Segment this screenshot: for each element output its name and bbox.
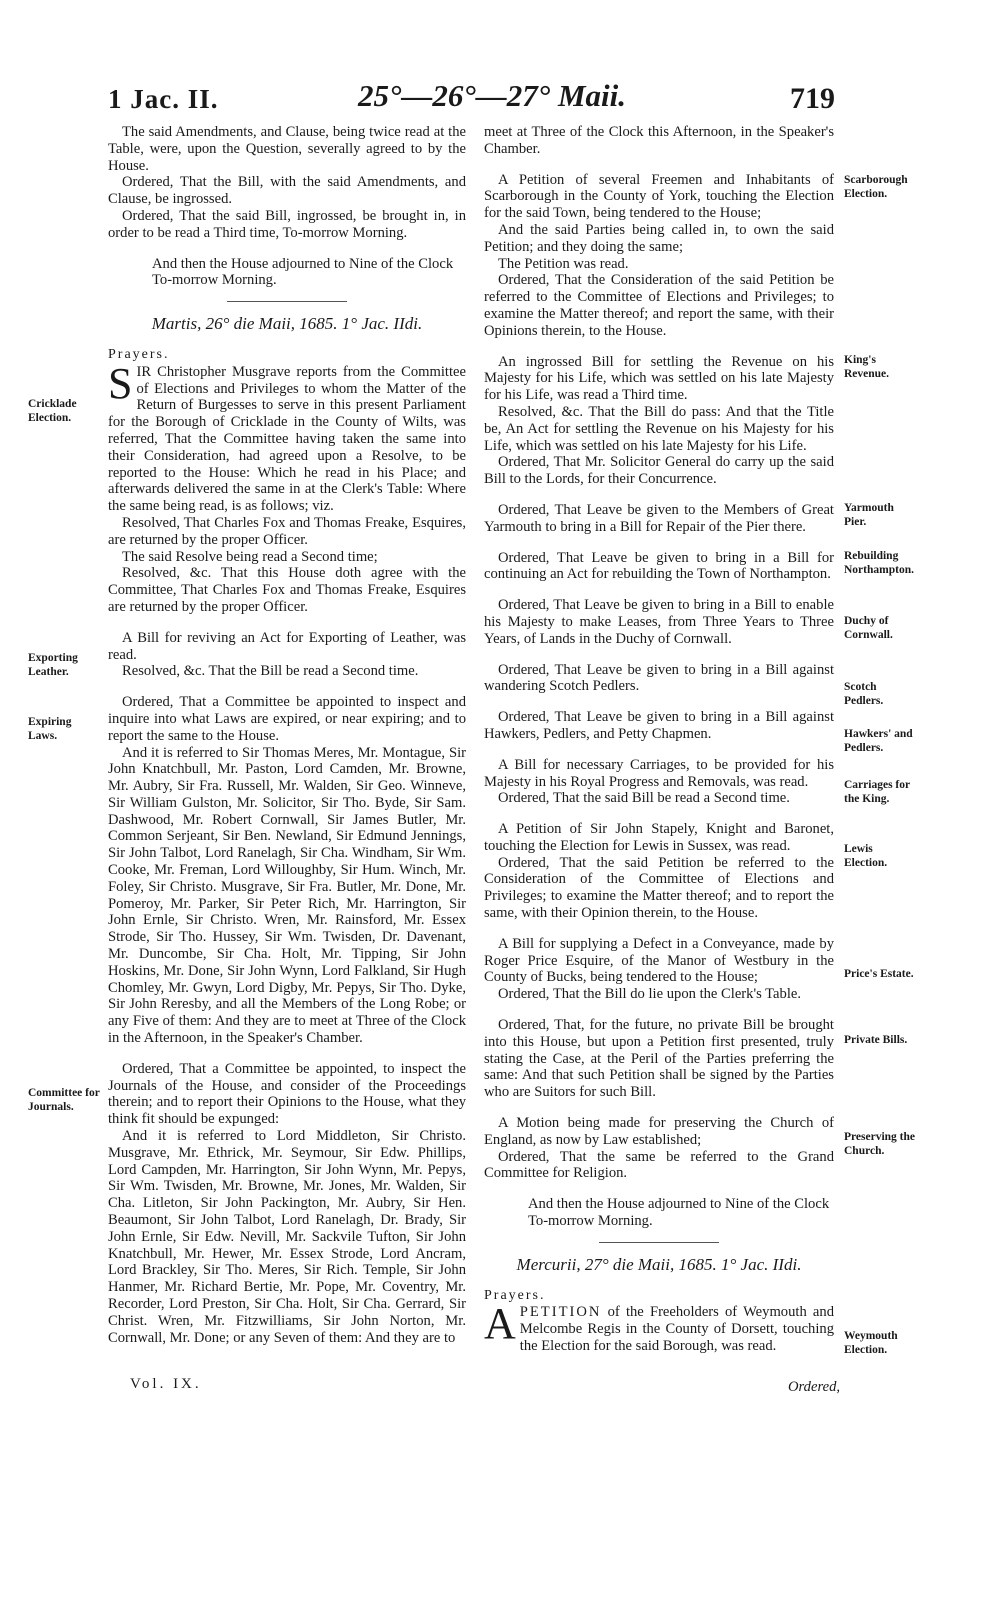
paragraph: Ordered, That the Consideration of the said Petition be referred to the Committee of Elections and Privileges; to examine the Matter thereof; and report the same, with their Opinions therein, to the House. bbox=[484, 272, 834, 339]
prayers-heading: Prayers. bbox=[108, 346, 170, 362]
prayers-heading: Prayers. bbox=[484, 1287, 546, 1303]
sitting-date: Mercurii, 27° die Maii, 1685. 1° Jac. IIdi. bbox=[516, 1254, 802, 1274]
paragraph: Ordered, That Leave be given to the Members of Great Yarmouth to bring in a Bill for Repair of the Pier there. bbox=[484, 501, 834, 535]
paragraph: Ordered, That the Bill do lie upon the Clerk's Table. bbox=[498, 986, 802, 1003]
paragraph: meet at Three of the Clock this Afternoon, in the Speaker's Chamber. bbox=[484, 124, 834, 157]
section-rule bbox=[227, 301, 347, 302]
paragraph: Resolved, &c. That the Bill be read a Second time. bbox=[122, 663, 419, 680]
paragraph: Ordered, That a Committee be appointed to inspect and inquire into what Laws are expired, or near expiring; and to report the same to the House. bbox=[108, 694, 466, 744]
margin-note: Committee for Journals. bbox=[28, 1087, 100, 1113]
margin-note: Private Bills. bbox=[844, 1034, 908, 1046]
paragraph: Ordered, That, for the future, no private Bill be brought into this House, but upon a Petition first presented, truly stating the Case, at the Peril of the Parties preferring the same: And that such Petition shall be signed by the Parties who are Suitors for such Bill. bbox=[484, 1017, 834, 1101]
report-paragraph: SIR Christopher Musgrave reports from the Committee of Elections and Privileges to whom the Matter of the Return of Burgesses to serve in this present Parliament for the Borough of Cricklade in the County of Wilts, was referred, That the Committee having taken the same into their Consideration, had agreed upon a Resolve, to be reported to the House: Which he read in his Place; and afterwards delivered the same in at the Clerk's Table: Where the same being read, is as follows; viz. bbox=[108, 358, 466, 515]
paragraph: Ordered, That Leave be given to bring in a Bill to enable his Majesty to make Leases, from Three Years to Three Years, of Lands in the Duchy of Cornwall. bbox=[484, 597, 834, 647]
margin-note: Scarborough Election. bbox=[844, 174, 908, 200]
left-column bbox=[108, 124, 466, 1346]
paragraph: And it is referred to Lord Middleton, Sir Christo. Musgrave, Mr. Ethrick, Mr. Seymour, Sir Edw. Phillips, Lord Campden, Mr. Harrington, Sir John Wynn, Mr. Pepys, Sir Wm. Twisden, Mr. Browne, Mr. Jones, Mr. Walden, Sir Cha. Litleton, Sir John Packington, Mr. Aubry, Sir Hen. Beaumont, Sir John Talbot, Lord Ranelagh, Dr. Brady, Sir John Ernle, Sir Edw. Nevill, Mr. Sackvile Tufton, Sir John Knatchbull, Mr. Hewer, Mr. Essex Strode, Lord Ancram, Lord Brackley, Sir Tho. Meres, Sir Rich. Temple, Sir John Hanmer, Mr. Richard Bertie, Mr. Pope, Mr. Coventry, Mr. Recorder, Lord Preston, Sir Cha. Holt, Sir Cha. Gerrard, Sir Christ. Wren, Mr. Fitzwilliams, Sir John Norton, Mr. Cornwall, Mr. Done; or any Seven of them: And they are to bbox=[108, 1128, 466, 1346]
margin-note: Scotch Pedlers. bbox=[844, 681, 884, 707]
margin-note: Yarmouth Pier. bbox=[844, 502, 894, 528]
adjournment: And then the House adjourned to Nine of the Clock To-morrow Morning. bbox=[528, 1196, 830, 1230]
margin-note: Cricklade Election. bbox=[28, 398, 77, 424]
volume-signature: Vol. IX. bbox=[130, 1376, 202, 1392]
paragraph: A Petition of Sir John Stapely, Knight and Baronet, touching the Election for Lewis in Sussex, was read. bbox=[484, 821, 834, 854]
page-header bbox=[0, 78, 992, 118]
paragraph: The said Resolve being read a Second time; bbox=[122, 548, 378, 565]
page-number: 719 bbox=[790, 82, 835, 115]
paragraph: Resolved, &c. That the Bill do pass: And that the Title be, An Act for settling the Revenue on his Majesty for his Life, which was settled on his late Majesty for his Life. bbox=[484, 403, 834, 454]
margin-note: Expiring Laws. bbox=[28, 716, 72, 742]
paragraph: A Petition of several Freemen and Inhabitants of Scarborough in the County of York, touching the Election for the said Town, being tendered to the House; bbox=[484, 171, 834, 222]
paragraph: Ordered, That Leave be given to bring in a Bill against wandering Scotch Pedlers. bbox=[484, 661, 834, 695]
paragraph: An ingrossed Bill for settling the Revenue on his Majesty for his Life, which was settled on his late Majesty for his Life, was read a Third time. bbox=[484, 353, 834, 404]
margin-note: King's Revenue. bbox=[844, 354, 890, 380]
paragraph: Ordered, That the said Petition be referred to the Consideration of the Committee of Elections and Privileges; to examine the Matter thereof; and to report the same, with their Opinion therein, to the House. bbox=[484, 854, 834, 922]
paragraph: Ordered, That Mr. Solicitor General do carry up the said Bill to the Lords, for their Concurrence. bbox=[484, 454, 834, 488]
margin-note: Rebuilding Northampton. bbox=[844, 550, 914, 576]
margin-note: Price's Estate. bbox=[844, 968, 914, 980]
paragraph: A Bill for supplying a Defect in a Conveyance, made by Roger Price Esquire, of the Manor of Westbury in the County of Bucks, being tendered to the House; bbox=[484, 935, 834, 986]
petition-paragraph: APETITION of the Freeholders of Weymouth and Melcombe Regis in the County of Dorsett, touching the Election for the said Borough, was read. bbox=[484, 1299, 834, 1355]
margin-note: Duchy of Cornwall. bbox=[844, 615, 893, 641]
margin-note: Lewis Election. bbox=[844, 843, 888, 869]
paragraph: A Bill for necessary Carriages, to be provided for his Majesty in his Royal Progress and Removals, was read. bbox=[484, 756, 834, 790]
header-dates: 25°—26°—27° Maii. bbox=[358, 78, 626, 113]
paragraph: Ordered, That the same be referred to the Grand Committee for Religion. bbox=[484, 1148, 834, 1182]
paragraph: And the said Parties being called in, to own the said Petition; and they doing the same; bbox=[484, 221, 834, 255]
margin-note: Exporting Leather. bbox=[28, 652, 78, 678]
right-column bbox=[484, 124, 834, 1355]
section-rule bbox=[599, 1242, 719, 1243]
paragraph: A Bill for reviving an Act for Exporting of Leather, was read. bbox=[108, 629, 466, 663]
paragraph: A Motion being made for preserving the Church of England, as now by Law established; bbox=[484, 1115, 834, 1148]
paragraph: And it is referred to Sir Thomas Meres, Mr. Montague, Sir John Knatchbull, Mr. Paston, Lord Camden, Mr. Browne, Mr. Aubry, Sir Fra. Russell, Mr. Walden, Sir Geo. Winneve, Sir William Gulston, Mr. Solicitor, Sir Tho. Byde, Sir Sam. Dashwood, Mr. Robert Cornwall, Sir James Butler, Mr. Common Serjeant, Sir Ben. Newland, Sir Edmund Jennings, Sir John Talbot, Lord Ranelagh, Sir Cha. Windham, Sir Wm. Cooke, Mr. Freman, Lord Willoughby, Sir Hum. Winch, Mr. Foley, Sir Christo. Musgrave, Sir Fra. Butler, Mr. Done, Mr. Pomeroy, Mr. Parker, Sir Peter Rich, Mr. Harrington, Sir John Ernle, Sir Christo. Wren, Mr. Rainsford, Mr. Essex Strode, Sir Tho. Hussey, Sir Wm. Twisden, Dr. Davenant, Mr. Duncombe, Sir Cha. Holt, Mr. Tipping, Sir John Hoskins, Mr. Done, Sir John Wynn, Lord Falkland, Sir Hugh Chomley, Mr. Gwyn, Lord Digby, Mr. Pepys, Sir Tho. Dyke, Sir John Reresby, and all the Members of the Long Robe; or any Five of them: And they are to meet at Three of the Clock in the Afternoon, in the Speaker's Chamber. bbox=[108, 744, 466, 1047]
paragraph: Ordered, That Leave be given to bring in a Bill against Hawkers, Pedlers, and Petty Chapmen. bbox=[484, 709, 834, 742]
adjournment: And then the House adjourned to Nine of the Clock To-morrow Morning. bbox=[152, 255, 454, 289]
paragraph: Resolved, That Charles Fox and Thomas Freake, Esquires, are returned by the proper Officer. bbox=[108, 514, 466, 548]
drop-cap: S bbox=[108, 358, 133, 408]
regnal-year: 1 Jac. II. bbox=[108, 84, 219, 114]
margin-note: Hawkers' and Pedlers. bbox=[844, 728, 913, 754]
paragraph: Resolved, &c. That this House doth agree with the Committee, That Charles Fox and Thomas Freake, Esquires are returned by the proper Officer. bbox=[108, 565, 466, 615]
margin-note: Preserving the Church. bbox=[844, 1131, 916, 1157]
paragraph: The Petition was read. bbox=[498, 255, 629, 272]
margin-note: Carriages for the King. bbox=[844, 779, 910, 805]
paragraph: Ordered, That a Committee be appointed, to inspect the Journals of the House, and consider of the Proceedings therein; and to report their Opinions to the House, what they think fit should be expunged: bbox=[108, 1060, 466, 1128]
paragraph: The said Amendments, and Clause, being twice read at the Table, were, upon the Question, severally agreed to by the House. bbox=[108, 124, 466, 174]
catchword: Ordered, bbox=[788, 1379, 841, 1395]
paragraph: Ordered, That the said Bill be read a Second time. bbox=[498, 790, 790, 807]
drop-cap: A bbox=[484, 1299, 516, 1349]
sitting-date: Martis, 26° die Maii, 1685. 1° Jac. IIdi. bbox=[151, 314, 423, 334]
paragraph: Ordered, That the said Bill, ingrossed, be brought in, in order to be read a Third time, To-morrow Morning. bbox=[108, 207, 466, 241]
paragraph: Ordered, That the Bill, with the said Amendments, and Clause, be ingrossed. bbox=[108, 174, 466, 208]
paragraph: Ordered, That Leave be given to bring in a Bill for continuing an Act for rebuilding the Town of Northampton. bbox=[484, 549, 834, 583]
margin-note: Weymouth Election. bbox=[844, 1330, 898, 1356]
